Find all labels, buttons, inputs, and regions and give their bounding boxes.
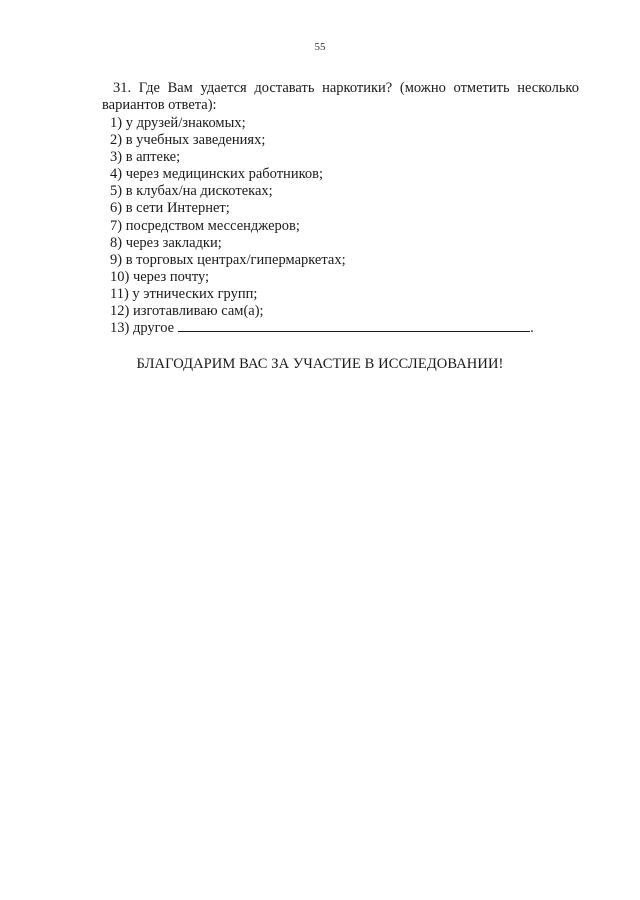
fill-in-blank-end: .: [530, 320, 534, 337]
answer-option-dead-drops: 8) через закладки;: [110, 234, 222, 251]
answer-option-medical-workers: 4) через медицинских работников;: [110, 166, 324, 183]
answer-option-messengers: 7) посредством мессенджеров;: [110, 217, 300, 234]
answer-option-clubs: 5) в клубах/на дискотеках;: [110, 183, 273, 200]
fill-in-blank-line: [178, 330, 530, 332]
question-text-line-2: вариантов ответа):: [102, 97, 217, 113]
answer-option-schools: 2) в учебных заведениях;: [110, 132, 266, 149]
answer-option-other-label: 13) другое: [110, 320, 175, 337]
answer-option-pharmacy: 3) в аптеке;: [110, 149, 181, 166]
question-text-line-1: 31. Где Вам удается доставать наркотики? (можно отметить несколько: [113, 80, 579, 96]
question-31: [103, 80, 579, 114]
answer-option-friends: 1) у друзей/знакомых;: [110, 115, 246, 131]
answer-option-self-made: 12) изготавливаю сам(а);: [110, 303, 264, 320]
page-number: 55: [314, 41, 326, 53]
answer-options-list: [110, 115, 534, 337]
answer-option-other: [110, 320, 534, 337]
answer-option-internet: 6) в сети Интернет;: [110, 200, 230, 217]
answer-option-mail: 10) через почту;: [110, 268, 210, 285]
answer-option-ethnic-groups: 11) у этнических групп;: [110, 285, 258, 302]
answer-option-shopping-centers: 9) в торговых центрах/гипермаркетах;: [110, 251, 346, 268]
closing-thanks: БЛАГОДАРИМ ВАС ЗА УЧАСТИЕ В ИССЛЕДОВАНИИ!: [136, 356, 504, 372]
